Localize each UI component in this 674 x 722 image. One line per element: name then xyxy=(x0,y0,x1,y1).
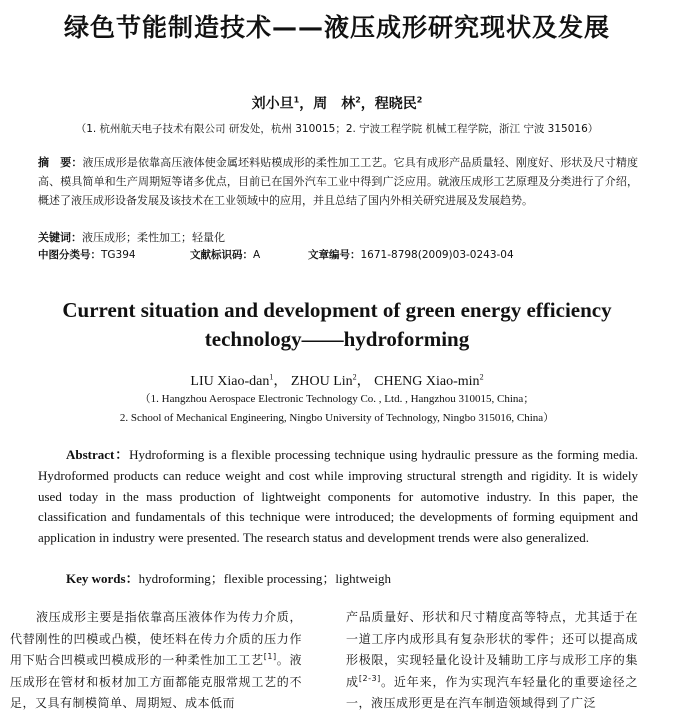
chinese-keywords xyxy=(38,229,225,245)
chinese-abstract xyxy=(38,153,638,210)
chinese-title: 绿色节能制造技术——液压成形研究现状及发展 xyxy=(63,13,610,42)
english-keywords xyxy=(66,568,391,587)
chinese-affiliation: （1. 杭州航天电子技术有限公司 研发处，杭州 310015；2. 宁波工程学院 机械工程学院，浙江 宁波 315016） xyxy=(75,123,599,135)
english-title-line: Current situation and development of green energy efficiency xyxy=(62,298,612,322)
abstract-text: Hydroforming is a flexible processing technique using hydraulic pressure as the forming media. Hydroformed products can reduce weight and cost while improving structural strength and rigidity. It is widely used today in the mass production of lightweight components for automotive industry. In this paper, the classification and fundamentals of this technique were introduced; the developments of forming equipment and application in industry were presented. The research status and development trends were also generalized. xyxy=(38,447,638,546)
author-name: CHENG Xiao-min xyxy=(374,374,480,389)
chinese-authors: 刘小旦$^1$，周 林$^2$，程晓民$^2$ xyxy=(251,95,423,112)
english-title xyxy=(0,296,674,354)
author-affil-mark: 2 xyxy=(479,372,484,382)
keywords-label: Key words： xyxy=(66,571,139,586)
document-code: 文献标识码：A xyxy=(190,249,261,261)
body-text: 产品质量好、形状和尺寸精度高等特点，尤其适于在一道工序内成形具有复杂形状的零件；还可以提高成形极限，实现轻量化设计及辅助工序与成形工序的集成 xyxy=(346,610,638,689)
author-name: ZHOU Lin xyxy=(290,374,353,389)
body-text: 。近年来，作为实现汽车轻量化的重要途径之一，液压成形更是在汽车制造领域得到了广泛 xyxy=(346,674,638,710)
body-column-left xyxy=(10,607,302,715)
article-number: 文章编号：1671-8798(2009)03-0243-04 xyxy=(308,249,514,261)
affiliation-line: 2. School of Mechanical Engineering, Ningbo University of Technology, Ningbo 315016, China） xyxy=(119,412,555,424)
clc-number: 中图分类号：TG394 xyxy=(38,249,136,261)
abstract-label: Abstract： xyxy=(66,447,130,462)
author-affil-mark: 2 xyxy=(352,372,357,382)
body-text: 液压成形主要是指依靠高压液体作为传力介质，代替刚性的凹模或凸模，使坯料在传力介质的压力作用下贴合凹模或凹模成形的一种柔性加工工艺 xyxy=(10,610,302,667)
english-title-line: technology——hydroforming xyxy=(204,327,470,351)
abstract-label: 摘 要： xyxy=(38,156,83,169)
citation-ref: [1] xyxy=(263,652,277,661)
author-affil-mark: 2 xyxy=(416,95,423,105)
english-affiliation xyxy=(0,390,674,428)
author-name: 周 林 xyxy=(313,96,356,112)
citation-ref: [2-3] xyxy=(358,673,381,683)
author-name: 刘小旦 xyxy=(251,96,294,112)
keywords-text: hydroforming；flexible processing；lightweigh xyxy=(138,571,391,586)
english-authors: LIU Xiao-dan$^1$， ZHOU Lin$^2$， CHENG Xiao-$\min^2$ xyxy=(190,372,484,389)
author-affil-mark: 1 xyxy=(293,95,300,105)
author-affil-mark: 2 xyxy=(355,95,361,105)
body-column-right xyxy=(346,607,638,715)
keywords-label: 关键词： xyxy=(38,231,82,244)
author-affil-mark: 1 xyxy=(269,372,274,382)
english-abstract xyxy=(38,445,638,549)
abstract-text: 液压成形是依靠高压液体使金属坯料贴模成形的柔性加工工艺。它具有成形产品质量轻、刚度好、形状及尺寸精度高、模具简单和生产周期短等诸多优点，目前已在国外汽车工业中得到广泛应用。就液压成形工艺原理及分类进行了介绍，概述了液压成形设备发展及该技术在工业领域中的应用，并且总结了国内外相关研究进展及发展趋势。 xyxy=(38,156,638,207)
author-name: 程晓民 xyxy=(374,96,417,112)
affiliation-line: （1. Hangzhou Aerospace Electronic Technology Co. , Ltd. , Hangzhou 310015, China； xyxy=(139,393,535,405)
body-text: 。液压成形在管材和板材加工方面都能克服常规工艺的不足，又具有制模简单、周期短、成本低而 xyxy=(10,653,302,710)
keywords-text: 液压成形；柔性加工；轻量化 xyxy=(82,231,225,244)
author-name: LIU Xiao-dan xyxy=(190,374,270,389)
